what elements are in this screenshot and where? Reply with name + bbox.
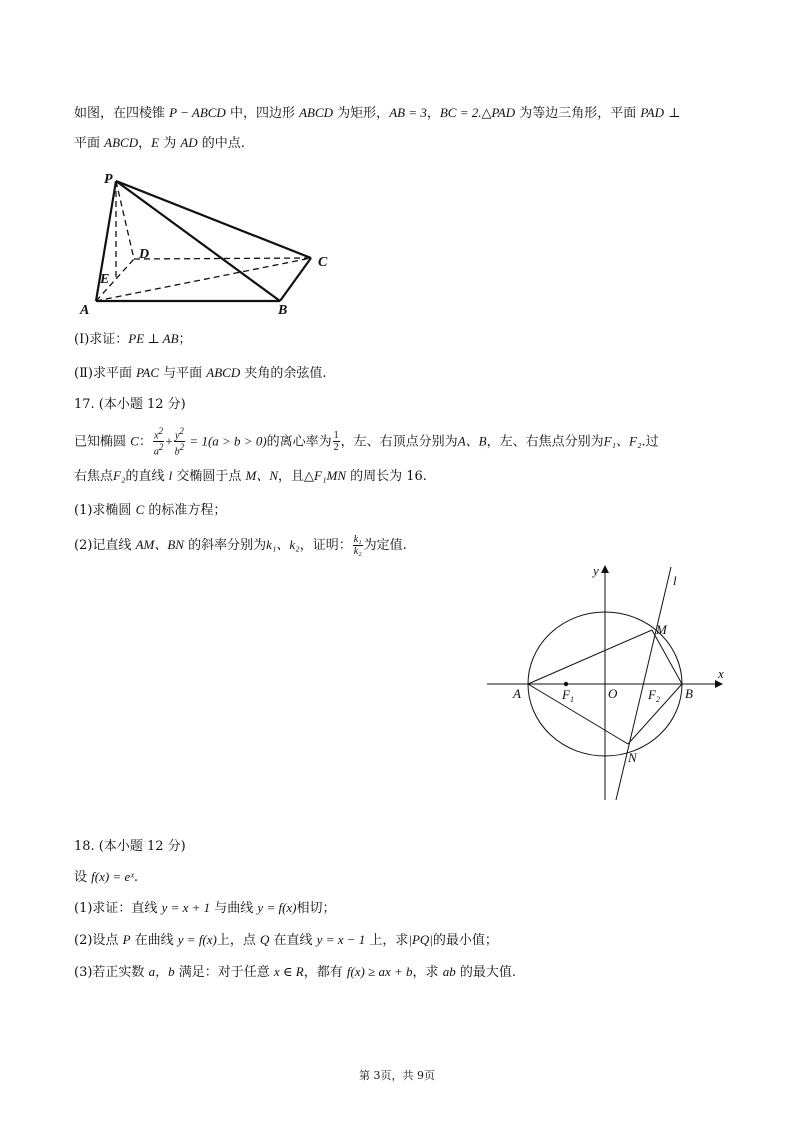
axis-x-label: x — [718, 666, 724, 681]
point-B-label: B — [685, 686, 693, 701]
pyramid-figure — [72, 166, 342, 318]
label-B: B — [278, 303, 288, 318]
point-N-label: N — [628, 750, 637, 765]
p17-line2: 右焦点F₂的直线 l 交椭圆于点 M、N，且△F₁MN 的周长为 16. — [74, 468, 427, 484]
p18-header: 18. (本小题 12 分) — [74, 839, 186, 854]
label-E: E — [100, 272, 110, 287]
p17-question-2: (2)记直线 AM、BN 的斜率分别为k₁、k₂，证明： $\frac{\text{k₁}}{\text{k₂}}$ 为定值. — [74, 534, 407, 557]
p16-question-1: (Ⅰ)求证：PE ⊥ AB； — [74, 331, 192, 347]
p16-question-2: (Ⅱ)求平面 PAC 与平面 ABCD 夹角的余弦值. — [74, 365, 327, 381]
p18-question-2: (2)设点 P 在曲线 y = f(x)上，点 Q 在直线 y = x − 1 上，求|PQ|的最小值； — [74, 932, 498, 948]
page-footer: 第 3页，共 9页 — [359, 1069, 435, 1082]
p16-intro-line1: 如图，在四棱锥 P − ABCD 中，四边形 ABCD 为矩形，AB = 3，BC = 2.△PAD 为等边三角形，平面 PAD ⊥ — [74, 105, 681, 121]
p17-line1: 已知椭圆 C： $\frac{x^2}{a^2}$ + $\frac{y^2}{b^2}$ = 1(a > b > 0)的离心率为 $\frac{1}{2}$ ，左、右顶点分别为A、B，左、右焦点分别为F₁、F₂.过 — [74, 426, 659, 458]
label-C: C — [318, 255, 328, 270]
point-F2-label: $F_2$ — [648, 687, 660, 704]
p18-question-1: (1)求证：直线 y = x + 1 与曲线 y = f(x)相切； — [74, 900, 336, 916]
point-F1-label: $F_1$ — [562, 687, 574, 704]
p17-question-1: (1)求椭圆 C 的标准方程； — [74, 502, 227, 518]
axis-y-label: y — [593, 563, 599, 578]
label-A: A — [80, 303, 90, 318]
p16-intro-line2: 平面 ABCD，E 为 AD 的中点. — [74, 135, 245, 151]
point-A-label: A — [513, 686, 521, 701]
ellipse-figure — [478, 560, 734, 806]
line-l-label: l — [673, 573, 677, 588]
origin-O-label: O — [608, 686, 618, 701]
p17-header: 17. (本小题 12 分) — [74, 397, 186, 412]
p18-definition: 设 f(x) = eˣ. — [74, 869, 139, 885]
p18-question-3: (3)若正实数 a，b 满足：对于任意 x ∈ R，都有 f(x) ≥ ax + b，求 ab 的最大值. — [74, 964, 516, 980]
point-M-label: M — [656, 622, 667, 637]
label-D: D — [139, 247, 150, 262]
label-P: P — [104, 172, 113, 187]
